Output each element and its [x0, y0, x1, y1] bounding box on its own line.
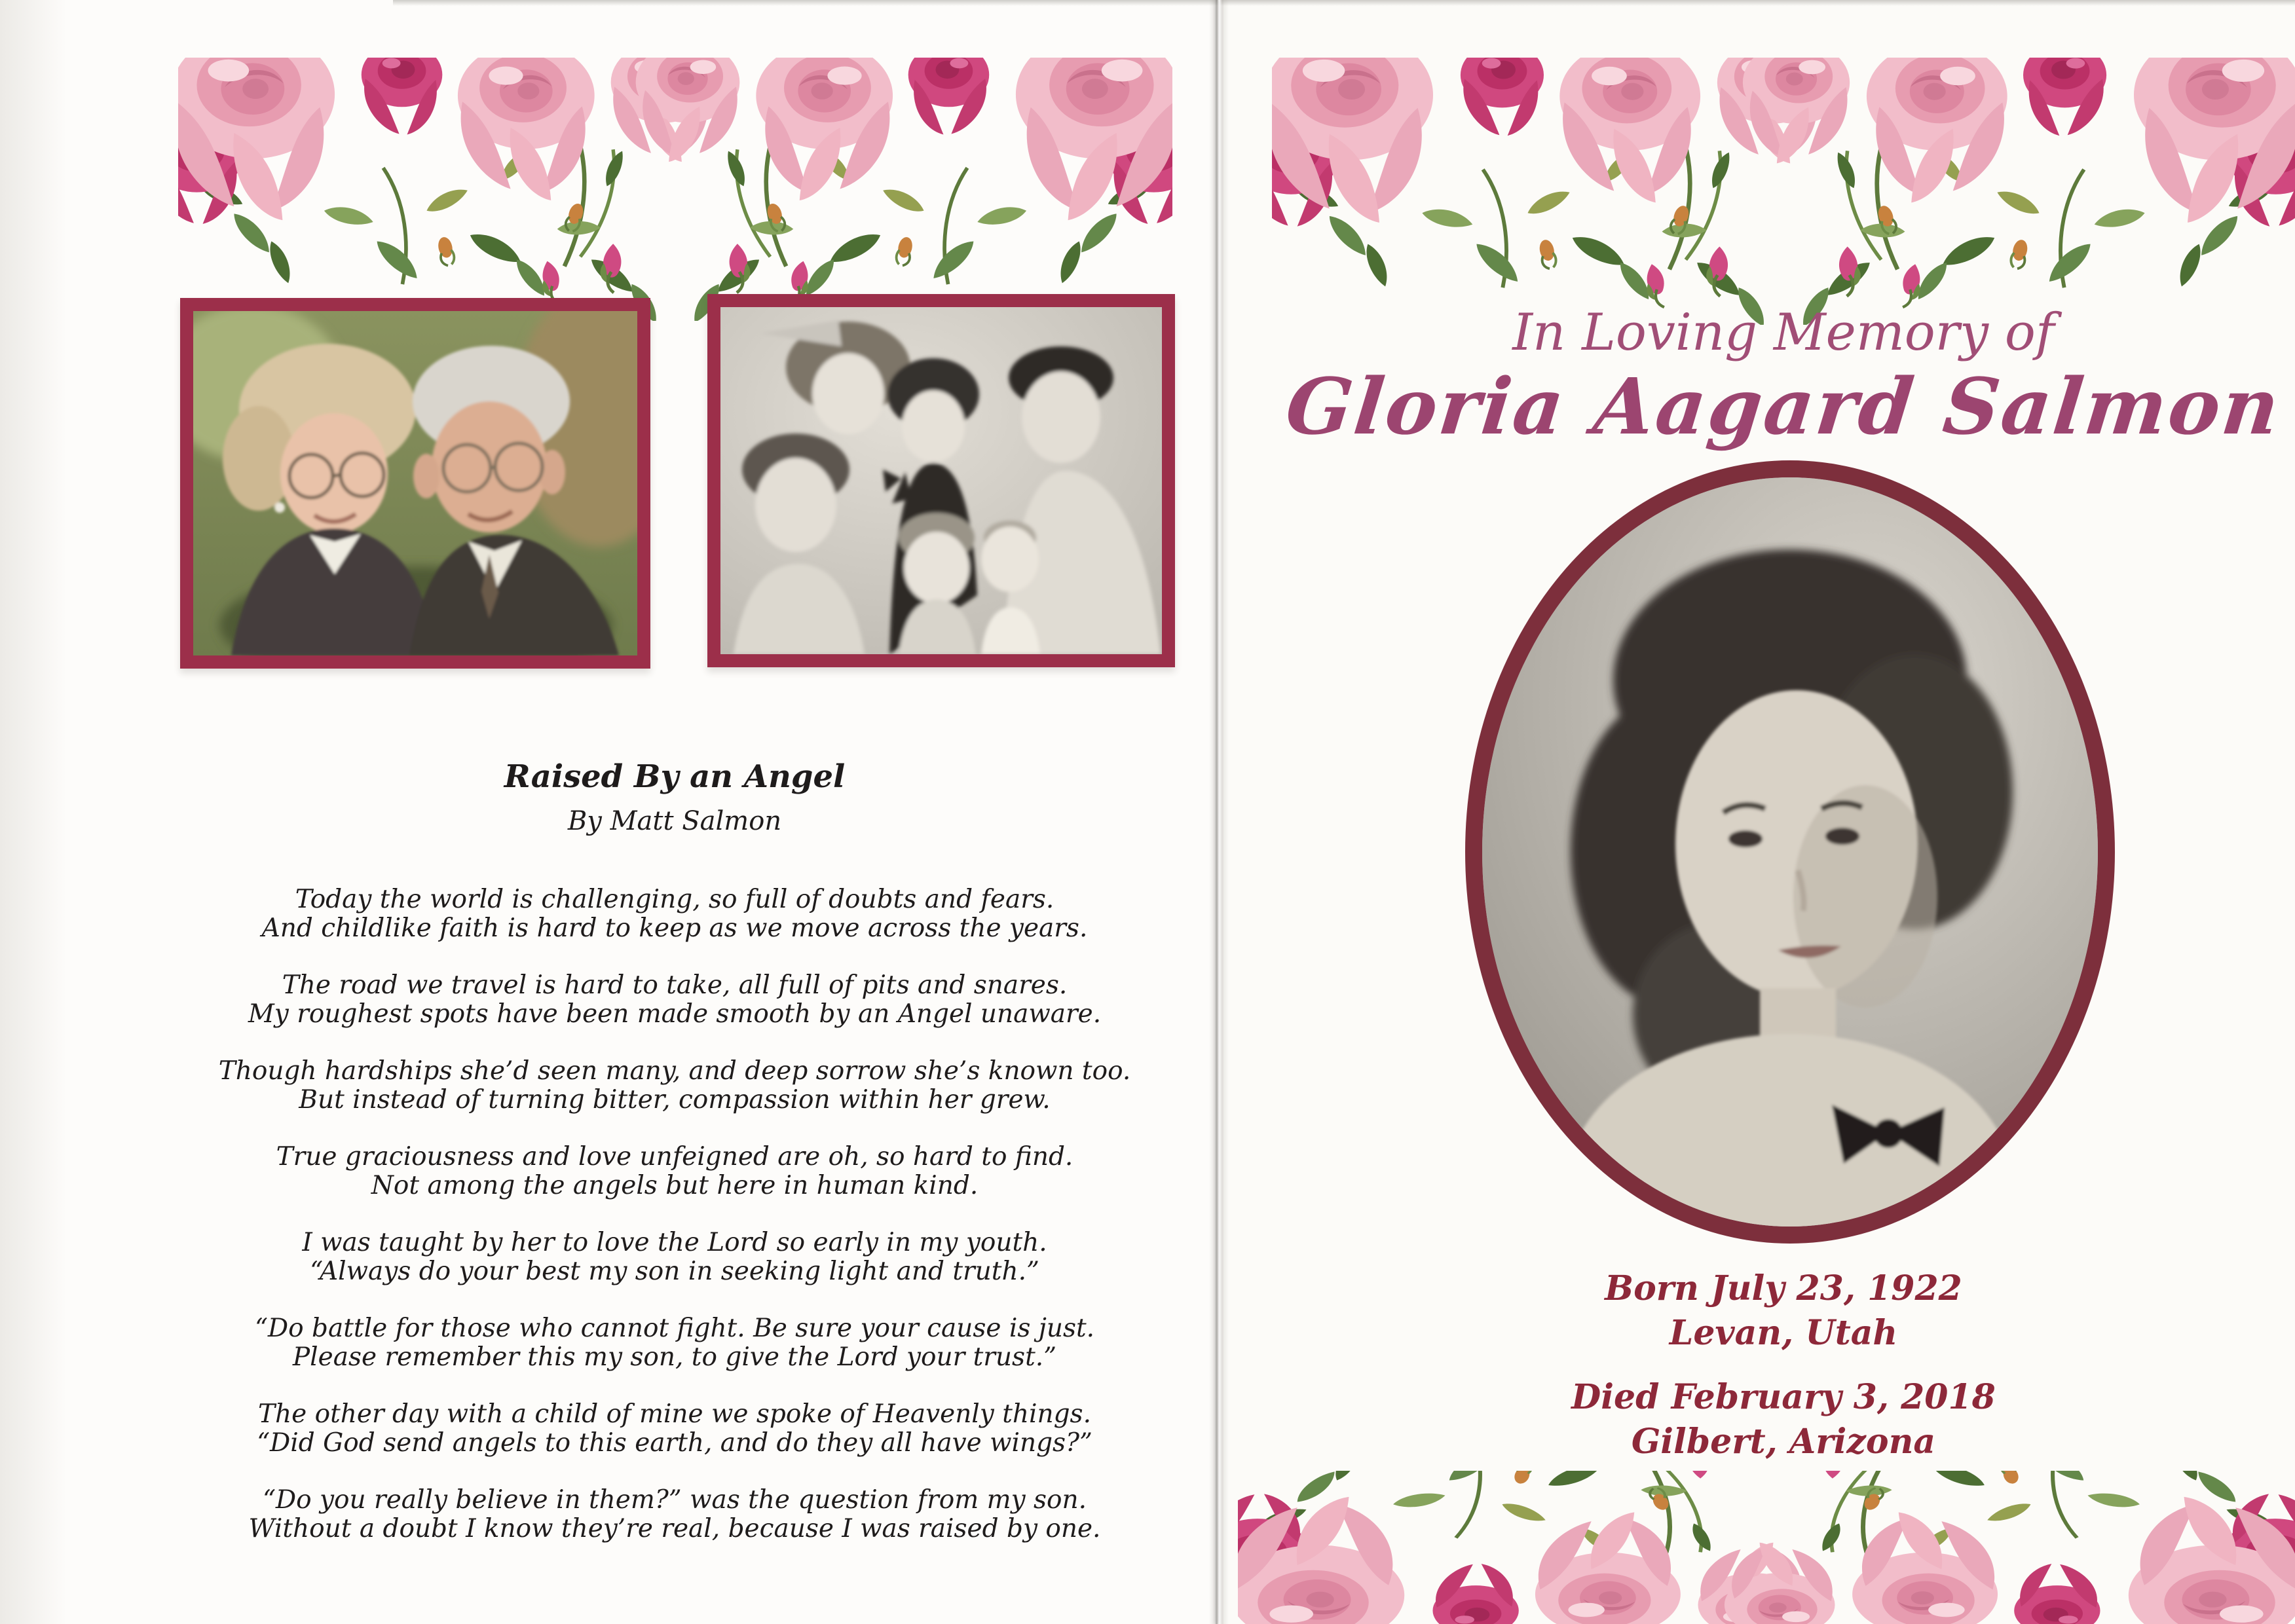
poem-line: I was taught by her to love the Lord so early in my youth.: [302, 1228, 1047, 1257]
poem-stanza: [185, 1314, 1164, 1372]
poem-line: “Did God send angels to this earth, and do they all have wings?”: [257, 1428, 1092, 1458]
poem-stanza: [185, 971, 1164, 1029]
poem-body: [185, 885, 1164, 1543]
poem-line: The other day with a child of mine we spoke of Heavenly things.: [258, 1399, 1091, 1429]
poem-line: And childlike faith is hard to keep as we move across the years.: [261, 913, 1088, 943]
poem-line: “Always do your best my son in seeking light and truth.”: [310, 1257, 1039, 1286]
birth-place-line: Levan, Utah: [1669, 1313, 1898, 1353]
poem-stanza: [185, 1228, 1164, 1286]
death-place-line: Gilbert, Arizona: [1631, 1422, 1936, 1462]
poem-title: Raised By an Angel: [504, 758, 846, 795]
scan-top-edge-line: [393, 0, 2295, 6]
poem-line: My roughest spots have been made smooth by an Angel unaware.: [248, 999, 1102, 1029]
poem-stanza: [185, 1400, 1164, 1458]
family-photo: [707, 294, 1175, 667]
birth-date-line: Born July 23, 1922: [1605, 1268, 1962, 1308]
death-date-line: Died February 3, 2018: [1571, 1377, 1996, 1417]
poem: [185, 758, 1164, 1572]
deceased-name: Gloria Aagard Salmon: [1282, 361, 2286, 452]
poem-stanza: [185, 885, 1164, 943]
poem-line: The road we travel is hard to take, all full of pits and snares.: [282, 970, 1068, 1000]
poem-line: Please remember this my son, to give the Lord your trust.”: [292, 1342, 1057, 1372]
poem-line: Not among the angels but here in human kind.: [371, 1171, 979, 1200]
poem-line: Without a doubt I know they’re real, because I was raised by one.: [248, 1514, 1101, 1543]
death-dates-block: [1272, 1375, 2295, 1464]
memorial-header-line: In Loving Memory of: [1512, 303, 2055, 362]
couple-photo: [180, 298, 650, 669]
floral-border-left-page-top: [178, 58, 1172, 321]
poem-stanza: [185, 1057, 1164, 1115]
poem-line: Today the world is challenging, so full of doubts and fears.: [295, 885, 1054, 914]
floral-border-right-page-bottom: [1238, 1471, 2295, 1624]
page-fold-crease: [1209, 0, 1229, 1624]
poem-byline: By Matt Salmon: [567, 806, 782, 836]
poem-line: Though hardships she’d seen many, and deep sorrow she’s known too.: [218, 1056, 1131, 1086]
scan-left-edge-shading: [0, 0, 79, 1624]
floral-border-right-page-top: [1272, 58, 2295, 325]
poem-line: But instead of turning bitter, compassion within her grew.: [299, 1085, 1051, 1115]
birth-dates-block: [1272, 1266, 2295, 1356]
poem-stanza: [185, 1486, 1164, 1543]
page-fold-line: [1216, 0, 1218, 1624]
poem-line: “Do battle for those who cannot fight. Be sure your cause is just.: [254, 1314, 1095, 1343]
poem-line: True graciousness and love unfeigned are oh, so hard to find.: [276, 1142, 1073, 1172]
portrait-photo: [1465, 460, 2115, 1244]
poem-line: “Do you really believe in them?” was the question from my son.: [262, 1485, 1087, 1515]
poem-stanza: [185, 1143, 1164, 1200]
